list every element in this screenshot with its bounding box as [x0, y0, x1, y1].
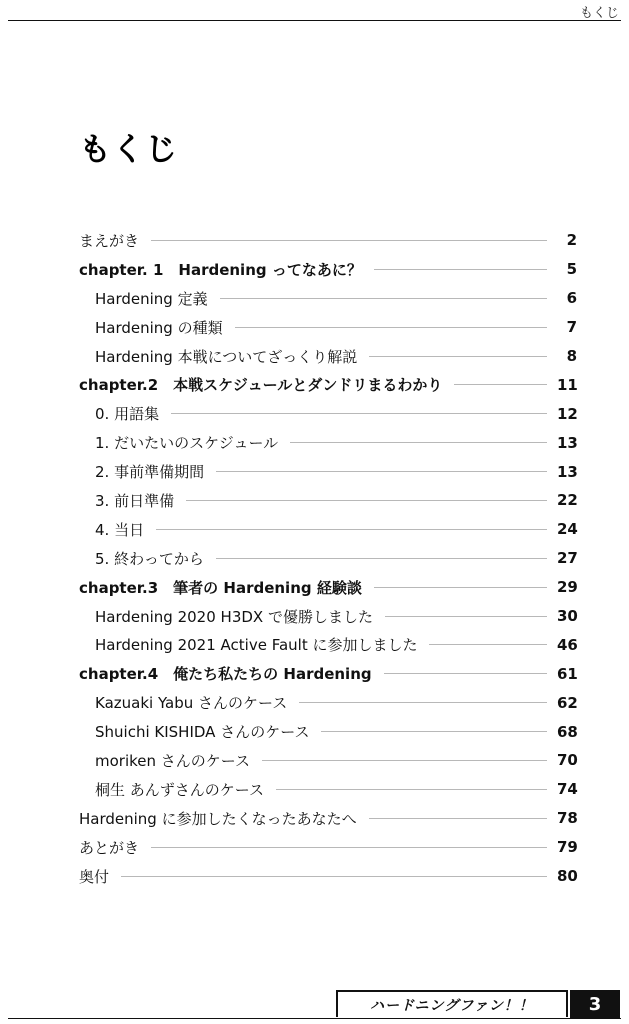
toc-entry[interactable] [79, 775, 577, 804]
toc-leader-line [151, 240, 547, 241]
footer-page-number: 3 [570, 990, 620, 1018]
toc-leader-line [369, 818, 547, 819]
toc-entry-label: まえがき [79, 231, 140, 250]
toc-entry-label: Hardening に参加したくなったあなたへ [79, 809, 357, 828]
toc-entry[interactable] [79, 544, 577, 573]
toc-entry-page: 78 [557, 809, 578, 828]
toc-leader-line [385, 616, 547, 617]
toc-entry[interactable] [79, 659, 577, 688]
toc-entry-label: chapter.3 筆者の Hardening 経験談 [79, 578, 362, 597]
toc-entry-label: あとがき [79, 838, 140, 857]
bottom-rule [8, 1018, 621, 1019]
toc-entry-label: Shuichi KISHIDA さんのケース [95, 723, 310, 742]
toc-entry[interactable] [79, 573, 577, 602]
toc-entry-page: 27 [557, 549, 578, 568]
toc-leader-line [454, 384, 547, 385]
toc-entry[interactable] [79, 284, 577, 313]
toc-entry[interactable] [79, 717, 577, 746]
toc-entry-page: 13 [557, 462, 578, 481]
toc-leader-line [171, 413, 547, 414]
toc-entry[interactable] [79, 399, 577, 428]
toc-entry[interactable] [79, 226, 577, 255]
toc-entry-page: 30 [557, 607, 578, 626]
toc-leader-line [429, 644, 547, 645]
toc-entry-page: 29 [557, 578, 578, 597]
toc-entry-page: 22 [557, 491, 578, 510]
toc-entry-page: 68 [557, 722, 578, 741]
toc-entry[interactable] [79, 862, 577, 891]
toc-entry-label: Hardening の種類 [95, 318, 223, 337]
toc-entry[interactable] [79, 457, 577, 486]
toc-entry-page: 7 [566, 318, 577, 337]
table-of-contents [79, 226, 577, 890]
toc-entry-label: Kazuaki Yabu さんのケース [95, 694, 288, 713]
toc-entry-page: 6 [566, 289, 577, 308]
toc-entry-page: 12 [557, 404, 578, 423]
toc-leader-line [321, 731, 547, 732]
toc-entry-label: 0. 用語集 [95, 405, 160, 424]
toc-entry[interactable] [79, 370, 577, 399]
toc-entry-label: Hardening 本戦についてざっくり解説 [95, 347, 358, 366]
toc-leader-line [220, 298, 547, 299]
toc-entry[interactable] [79, 804, 577, 833]
toc-entry-page: 61 [557, 664, 578, 683]
toc-entry[interactable] [79, 746, 577, 775]
toc-leader-line [151, 847, 547, 848]
toc-leader-line [374, 269, 547, 270]
toc-leader-line [216, 558, 547, 559]
toc-entry-label: chapter.2 本戦スケジュールとダンドリまるわかり [79, 376, 443, 395]
toc-leader-line [299, 702, 547, 703]
toc-leader-line [290, 442, 547, 443]
toc-entry-page: 70 [557, 751, 578, 770]
toc-entry-label: 1. だいたいのスケジュール [95, 434, 279, 453]
toc-leader-line [121, 876, 547, 877]
toc-entry-label: Hardening 定義 [95, 289, 208, 308]
toc-entry-page: 46 [557, 635, 578, 654]
toc-leader-line [276, 789, 547, 790]
toc-entry[interactable] [79, 486, 577, 515]
toc-entry-page: 62 [557, 693, 578, 712]
toc-entry-page: 79 [557, 838, 578, 857]
toc-entry-page: 80 [557, 867, 578, 886]
toc-leader-line [235, 327, 547, 328]
toc-leader-line [374, 587, 547, 588]
toc-entry-label: chapter.4 俺たち私たちの Hardening [79, 665, 372, 684]
toc-entry-label: 2. 事前準備期間 [95, 463, 205, 482]
toc-entry-page: 74 [557, 780, 578, 799]
toc-entry-label: Hardening 2021 Active Fault に参加しました [95, 636, 418, 655]
toc-entry-label: Hardening 2020 H3DX で優勝しました [95, 607, 373, 626]
toc-entry[interactable] [79, 428, 577, 457]
toc-leader-line [156, 529, 547, 530]
toc-entry-label: chapter. 1 Hardening ってなあに？ [79, 260, 362, 279]
toc-leader-line [369, 356, 547, 357]
toc-leader-line [262, 760, 547, 761]
toc-entry-page: 2 [566, 231, 577, 250]
toc-entry[interactable] [79, 833, 577, 862]
toc-entry-label: 3. 前日準備 [95, 491, 175, 510]
toc-entry-page: 13 [557, 433, 578, 452]
toc-entry-page: 5 [566, 260, 577, 279]
toc-entry-label: 奥付 [79, 867, 110, 886]
toc-entry-page: 8 [566, 347, 577, 365]
toc-entry-page: 11 [557, 375, 578, 394]
toc-entry[interactable] [79, 688, 577, 717]
toc-entry-label: 5. 終わってから [95, 549, 204, 568]
toc-entry[interactable] [79, 255, 577, 284]
toc-entry-label: 桐生 あんずさんのケース [95, 780, 265, 799]
toc-entry[interactable] [79, 515, 577, 544]
footer-banner: ハードニングファン！！ [336, 990, 568, 1017]
toc-entry[interactable] [79, 313, 577, 342]
toc-leader-line [384, 673, 547, 674]
toc-entry[interactable] [79, 630, 577, 659]
toc-entry[interactable] [79, 342, 577, 371]
toc-leader-line [216, 471, 547, 472]
toc-entry-page: 24 [557, 520, 578, 539]
toc-leader-line [186, 500, 547, 501]
toc-entry-label: moriken さんのケース [95, 751, 251, 770]
running-head: もくじ [579, 6, 619, 21]
page-title: もくじ [79, 130, 179, 168]
top-rule [8, 20, 621, 21]
toc-entry[interactable] [79, 602, 577, 631]
toc-entry-label: 4. 当日 [95, 520, 145, 539]
